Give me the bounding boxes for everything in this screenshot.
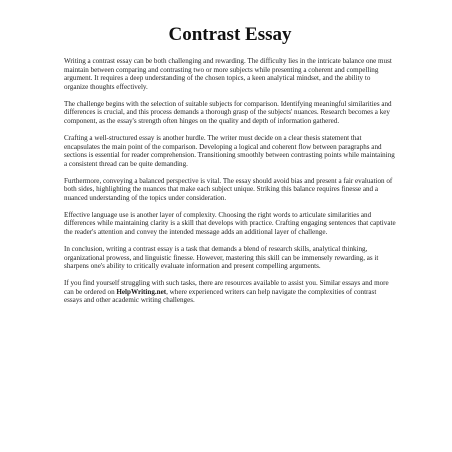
paragraph-language: Effective language use is another layer of complexity. Choosing the right words to articulate similarities and differences while maintaining clarity is a skill that develops with practice. Crafting engaging sentences that captivate the reader's attention and convey the intended message adds an additional layer of challenge. bbox=[64, 210, 396, 237]
closing-text-after: , where experienced writers can help navigate the complexities of contrast essays and other academic writing challenges. bbox=[64, 287, 377, 305]
paragraph-closing bbox=[64, 279, 396, 305]
paragraph-intro: Writing a contrast essay can be both challenging and rewarding. The difficulty lies in the intricate balance one must maintain between comparing and contrasting two or more subjects while presenting a coherent and compelling argument. It requires a deep understanding of the chosen topics, a keen analytical mindset, and the ability to organize thoughts effectively. bbox=[64, 57, 392, 91]
paragraph-balance: Furthermore, conveying a balanced perspective is vital. The essay should avoid bias and present a fair evaluation of both sides, highlighting the nuances that make each subject unique. Striking this balance requires finesse and a nuanced understanding of the topics under consideration. bbox=[64, 176, 393, 202]
brand-name: HelpWriting.net bbox=[116, 287, 167, 296]
paragraph-structure: Crafting a well-structured essay is another hurdle. The writer must decide on a clear thesis statement that encapsulates the main point of the comparison. Developing a logical and coherent flow between paragraphs and sections is essential for reader comprehension. Transitioning smoothly between contrasting points while maintaining a consistent thread can be quite demanding. bbox=[64, 133, 395, 168]
essay-title: Contrast Essay bbox=[168, 24, 292, 45]
essay-page bbox=[64, 24, 396, 313]
closing-text-before: If you find yourself struggling with such tasks, there are resources available to assist you. Similar essays and more can be ordered on bbox=[64, 279, 389, 296]
paragraph-subject-selection: The challenge begins with the selection of suitable subjects for comparison. Identifying meaningful similarities and differences is crucial, and this process demands a thorough grasp of the subjects' nuances. Research becomes a key component, as the essay's strength often hinges on the quality and depth of information gathered. bbox=[64, 99, 392, 125]
paragraph-conclusion: In conclusion, writing a contrast essay is a task that demands a blend of research skills, analytical thinking, organizational prowess, and linguistic finesse. However, mastering this skill can be immensely rewarding, as it sharpens one's ability to critically evaluate information and present compelling arguments. bbox=[64, 245, 379, 271]
